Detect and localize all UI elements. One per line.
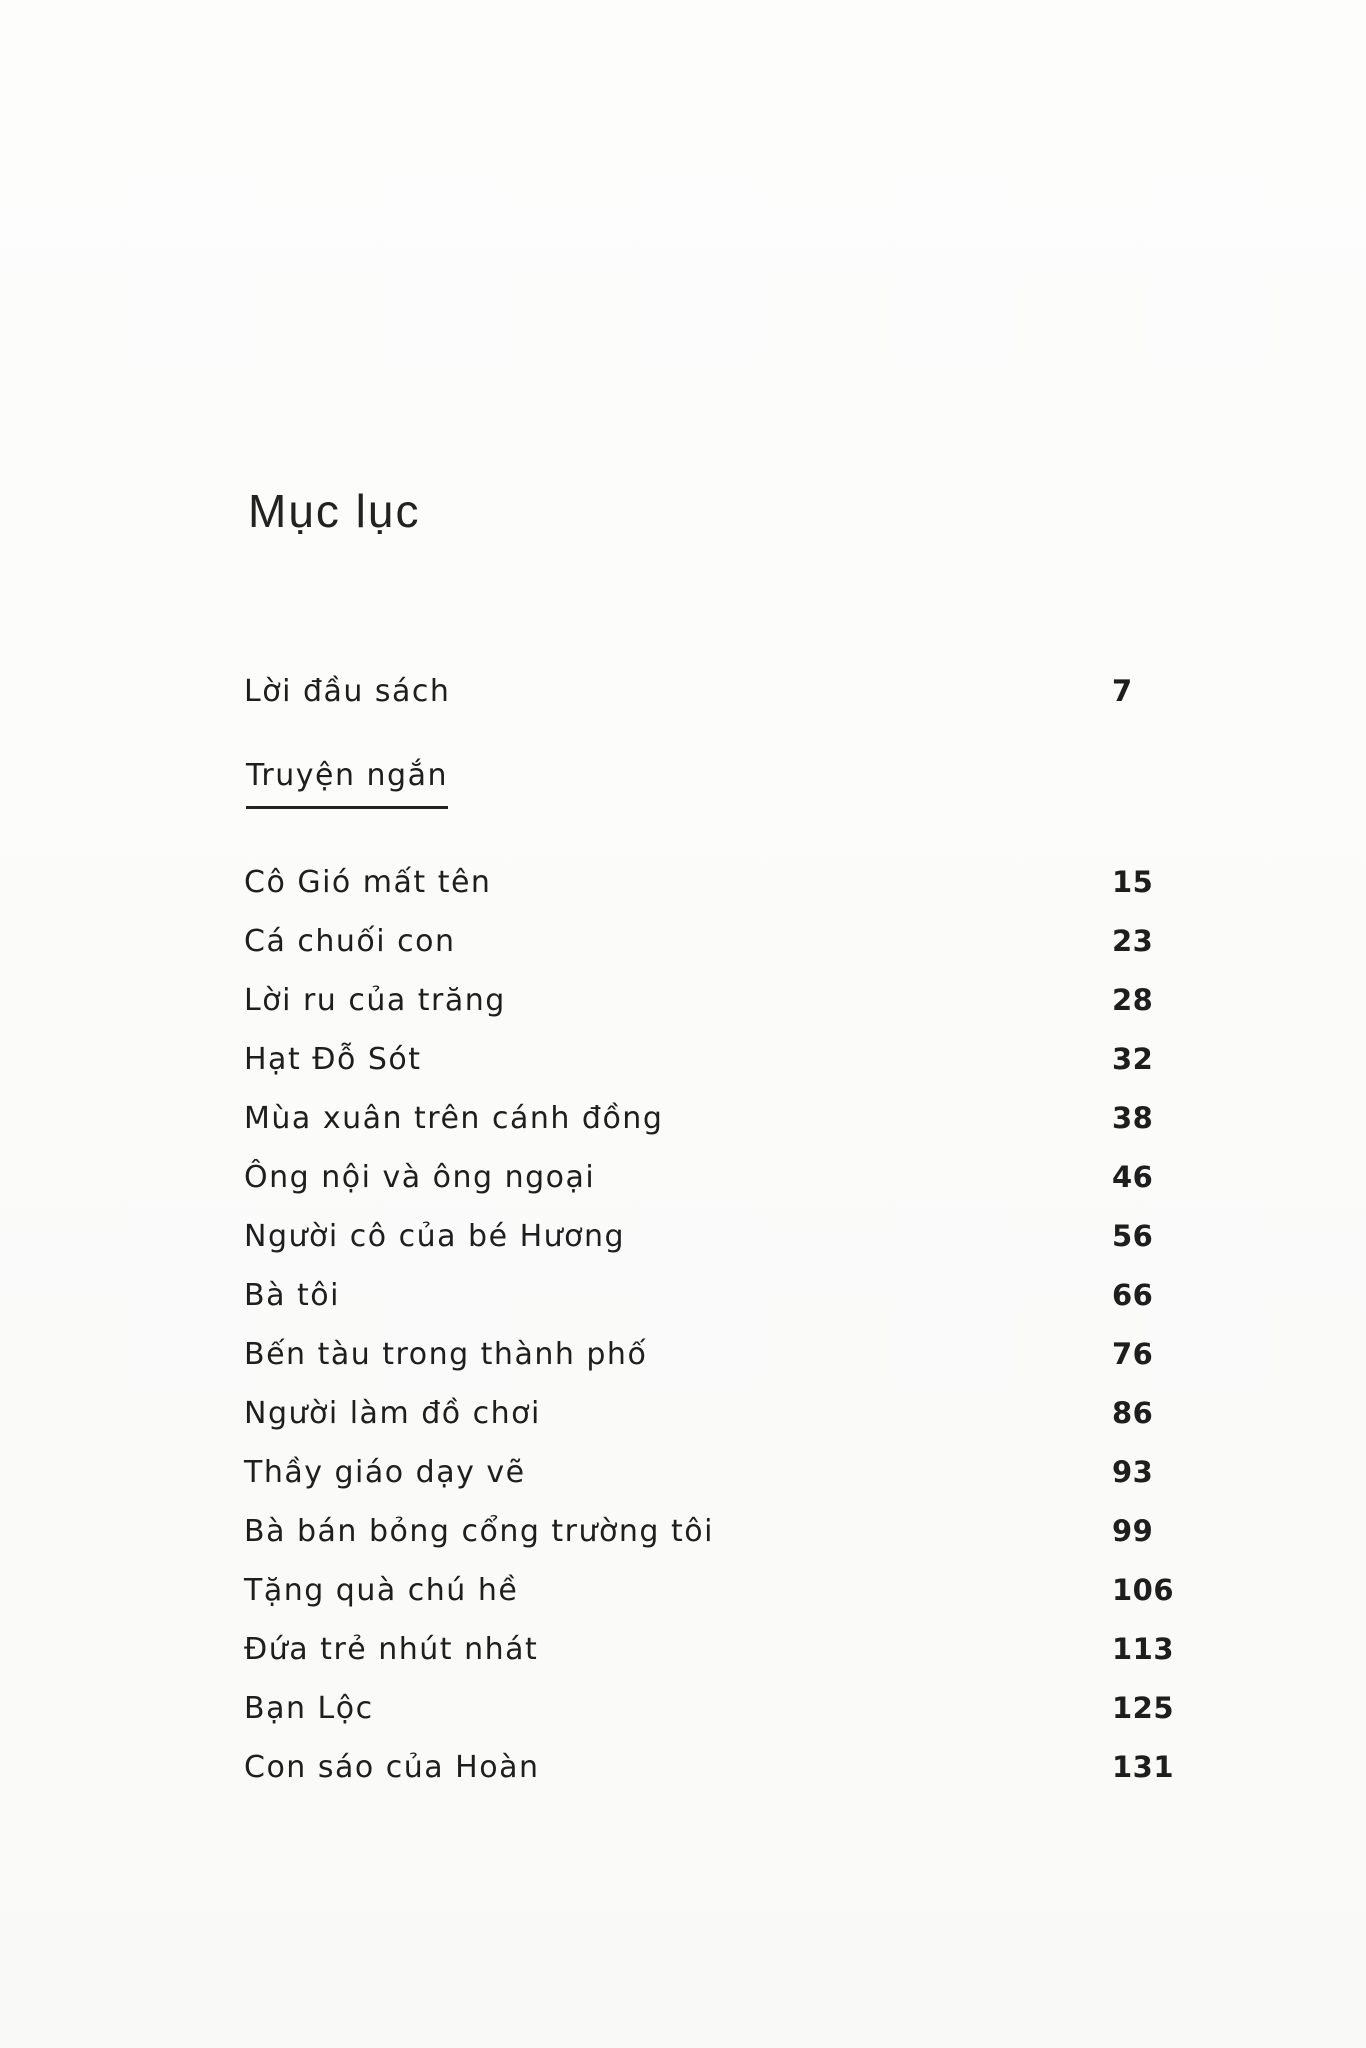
toc-entry: [244, 1093, 1154, 1143]
toc-entry-page: 28: [1112, 983, 1154, 1017]
page-title: Mục lục: [248, 485, 421, 537]
toc-entry-page: 131: [1112, 1750, 1175, 1784]
toc-entry: [244, 1447, 1154, 1497]
toc-entry: [244, 1270, 1154, 1320]
toc-entry-page: 93: [1112, 1455, 1154, 1489]
toc-entry-page: 32: [1112, 1042, 1154, 1076]
toc-entry-label: Cá chuối con: [244, 923, 456, 959]
toc-entry: [244, 1034, 1154, 1084]
toc-entry-page: 86: [1112, 1396, 1154, 1430]
toc-entry-page: 113: [1112, 1632, 1175, 1666]
toc-entry-label: Ông nội và ông ngoại: [244, 1159, 596, 1195]
toc-entry: [244, 1152, 1154, 1202]
toc-entry-label: Tặng quà chú hề: [244, 1572, 519, 1608]
section-heading: Truyện ngắn: [246, 758, 448, 809]
toc-entry-label: Thầy giáo dạy vẽ: [244, 1454, 526, 1490]
toc-entry-page: 66: [1112, 1278, 1154, 1312]
toc-entry-label: Hạt Đỗ Sót: [244, 1041, 422, 1077]
toc-entry: [244, 975, 1154, 1025]
toc-entry-label: Bạn Lộc: [244, 1690, 374, 1726]
toc-entry-page: 125: [1112, 1691, 1175, 1725]
toc-entry-page: 38: [1112, 1101, 1154, 1135]
toc-entry: [244, 1506, 1154, 1556]
toc-entry: [244, 857, 1154, 907]
toc-entry-label: Lời đầu sách: [244, 673, 451, 709]
toc-entry-page: 7: [1112, 674, 1133, 708]
toc-entry-page: 76: [1112, 1337, 1154, 1371]
toc-entry-label: Bến tàu trong thành phố: [244, 1336, 648, 1372]
toc-entry-label: Con sáo của Hoàn: [244, 1749, 540, 1785]
toc-entry: [244, 1742, 1175, 1792]
toc-entry-label: Bà bán bỏng cổng trường tôi: [244, 1513, 714, 1549]
toc-entry: [244, 1624, 1175, 1674]
toc-entry-page: 23: [1112, 924, 1154, 958]
toc-entry: [244, 916, 1154, 966]
toc-entry: [244, 1211, 1154, 1261]
toc-entry-page: 106: [1112, 1573, 1175, 1607]
toc-entry-intro: [244, 666, 1144, 716]
toc-entry-page: 99: [1112, 1514, 1154, 1548]
toc-entry-page: 15: [1112, 865, 1154, 899]
toc-entry-page: 56: [1112, 1219, 1154, 1253]
toc-entry: [244, 1683, 1175, 1733]
toc-entry: [244, 1565, 1175, 1615]
toc-entry-page: 46: [1112, 1160, 1154, 1194]
toc-entry-label: Đứa trẻ nhút nhát: [244, 1631, 539, 1667]
toc-entry: [244, 1388, 1154, 1438]
toc-entry-label: Người cô của bé Hương: [244, 1218, 626, 1254]
toc-entry-label: Mùa xuân trên cánh đồng: [244, 1100, 664, 1136]
toc-entry-label: Cô Gió mất tên: [244, 864, 492, 900]
toc-entry-label: Lời ru của trăng: [244, 982, 506, 1018]
toc-entry: [244, 1329, 1154, 1379]
toc-entry-label: Bà tôi: [244, 1277, 340, 1313]
toc-entry-label: Người làm đồ chơi: [244, 1395, 541, 1431]
